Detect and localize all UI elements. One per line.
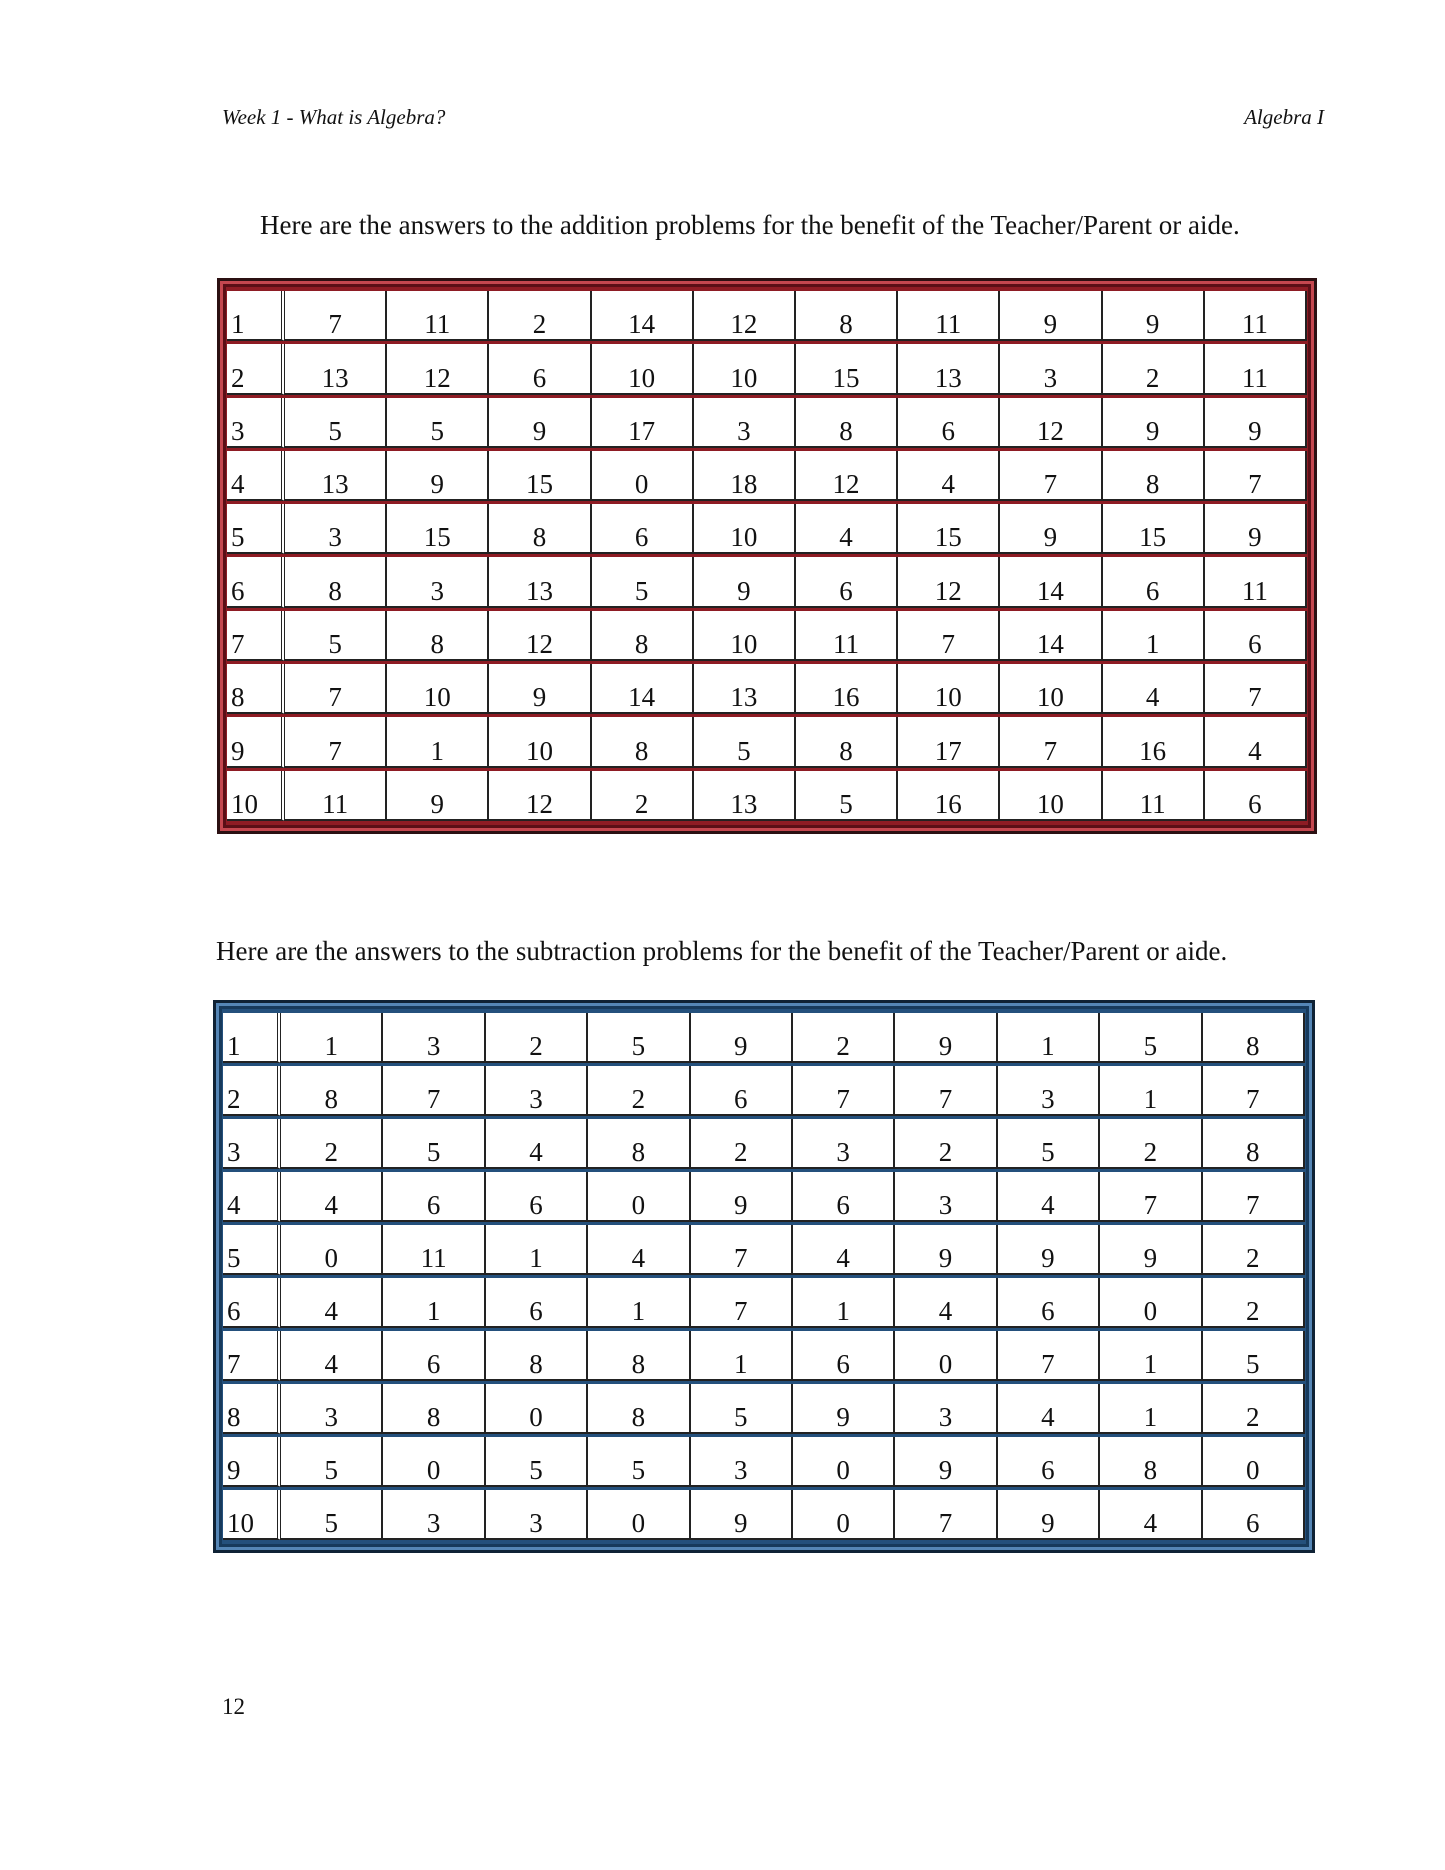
answer-cell: 7 (998, 1331, 1100, 1381)
answer-cell: 9 (1000, 291, 1102, 341)
answer-cell: 9 (387, 451, 489, 501)
answer-cell: 10 (592, 344, 694, 394)
answer-cell: 4 (898, 451, 1000, 501)
answer-cell: 13 (694, 664, 796, 714)
table-row (223, 1331, 1305, 1381)
answer-cell: 5 (796, 771, 898, 821)
answer-cell: 2 (1203, 1225, 1305, 1275)
answer-cell: 3 (895, 1172, 997, 1222)
row-number: 9 (223, 1437, 281, 1487)
table-row (227, 557, 1307, 607)
answer-cell: 2 (1103, 344, 1205, 394)
answer-cell: 9 (1103, 398, 1205, 448)
answer-cell: 12 (694, 291, 796, 341)
answer-cell: 6 (383, 1172, 485, 1222)
answer-cell: 2 (592, 771, 694, 821)
addition-answer-table (227, 288, 1307, 824)
answer-cell: 4 (793, 1225, 895, 1275)
answer-cell: 9 (895, 1225, 997, 1275)
answer-cell: 5 (998, 1119, 1100, 1169)
row-number: 1 (227, 291, 285, 341)
answer-cell: 1 (793, 1278, 895, 1328)
answer-cell: 4 (796, 504, 898, 554)
answer-cell: 2 (1203, 1384, 1305, 1434)
table-row (227, 504, 1307, 554)
answer-cell: 0 (588, 1490, 690, 1540)
answer-cell: 0 (793, 1490, 895, 1540)
answer-cell: 5 (486, 1437, 588, 1487)
answer-cell: 1 (998, 1013, 1100, 1063)
table-row (223, 1066, 1305, 1116)
answer-cell: 6 (691, 1066, 793, 1116)
table-row (223, 1013, 1305, 1063)
row-number: 6 (227, 557, 285, 607)
answer-cell: 13 (694, 771, 796, 821)
answer-cell: 12 (387, 344, 489, 394)
answer-cell: 2 (281, 1119, 383, 1169)
answer-cell: 0 (383, 1437, 485, 1487)
answer-cell: 3 (387, 557, 489, 607)
answer-cell: 0 (793, 1437, 895, 1487)
answer-cell: 11 (1205, 557, 1307, 607)
answer-cell: 4 (281, 1172, 383, 1222)
answer-cell: 9 (694, 557, 796, 607)
answer-cell: 10 (1000, 771, 1102, 821)
answer-cell: 7 (1000, 717, 1102, 767)
answer-cell: 5 (588, 1437, 690, 1487)
answer-cell: 8 (281, 1066, 383, 1116)
row-number: 8 (223, 1384, 281, 1434)
answer-cell: 5 (588, 1013, 690, 1063)
answer-cell: 11 (898, 291, 1000, 341)
page-number: 12 (222, 1694, 245, 1719)
answer-cell: 0 (1203, 1437, 1305, 1487)
answer-cell: 1 (387, 717, 489, 767)
answer-cell: 8 (588, 1384, 690, 1434)
subtraction-intro: Here are the answers to the subtraction problems for the benefit of the Teacher/Parent or aide. (216, 936, 1228, 966)
answer-cell: 9 (998, 1490, 1100, 1540)
answer-cell: 13 (898, 344, 1000, 394)
answer-cell: 3 (383, 1490, 485, 1540)
answer-cell: 9 (489, 398, 591, 448)
table-row (227, 398, 1307, 448)
table-row (227, 664, 1307, 714)
table-row (223, 1225, 1305, 1275)
answer-cell: 2 (691, 1119, 793, 1169)
answer-cell: 9 (793, 1384, 895, 1434)
answer-cell: 7 (691, 1278, 793, 1328)
answer-cell: 17 (592, 398, 694, 448)
answer-cell: 9 (387, 771, 489, 821)
answer-cell: 6 (998, 1278, 1100, 1328)
answer-cell: 8 (592, 611, 694, 661)
answer-cell: 12 (898, 557, 1000, 607)
answer-cell: 12 (1000, 398, 1102, 448)
answer-cell: 7 (1203, 1172, 1305, 1222)
table-row (223, 1119, 1305, 1169)
row-number: 4 (227, 451, 285, 501)
answer-cell: 8 (796, 398, 898, 448)
row-number: 3 (227, 398, 285, 448)
subtraction-answer-table (223, 1010, 1305, 1543)
subtraction-answer-frame (213, 1000, 1315, 1553)
answer-cell: 18 (694, 451, 796, 501)
table-row (223, 1437, 1305, 1487)
answer-cell: 7 (1203, 1066, 1305, 1116)
answer-cell: 9 (691, 1490, 793, 1540)
answer-cell: 5 (1203, 1331, 1305, 1381)
row-number: 5 (227, 504, 285, 554)
row-number: 1 (223, 1013, 281, 1063)
answer-cell: 2 (489, 291, 591, 341)
running-header-right: Algebra I (1244, 105, 1324, 129)
answer-cell: 12 (796, 451, 898, 501)
answer-cell: 11 (387, 291, 489, 341)
answer-cell: 7 (895, 1490, 997, 1540)
answer-cell: 1 (486, 1225, 588, 1275)
answer-cell: 8 (592, 717, 694, 767)
answer-cell: 8 (1203, 1119, 1305, 1169)
answer-cell: 16 (898, 771, 1000, 821)
answer-cell: 6 (383, 1331, 485, 1381)
answer-cell: 7 (1205, 664, 1307, 714)
answer-cell: 9 (1205, 504, 1307, 554)
addition-intro: Here are the answers to the addition problems for the benefit of the Teacher/Parent or aide. (260, 210, 1240, 240)
answer-cell: 5 (281, 1490, 383, 1540)
row-number: 2 (227, 344, 285, 394)
answer-cell: 15 (1103, 504, 1205, 554)
answer-cell: 3 (895, 1384, 997, 1434)
answer-cell: 10 (694, 611, 796, 661)
answer-cell: 3 (285, 504, 387, 554)
answer-cell: 4 (281, 1331, 383, 1381)
answer-cell: 10 (898, 664, 1000, 714)
answer-cell: 4 (1103, 664, 1205, 714)
table-row (223, 1384, 1305, 1434)
answer-cell: 4 (486, 1119, 588, 1169)
answer-cell: 1 (1100, 1331, 1202, 1381)
running-header-left: Week 1 - What is Algebra? (222, 105, 446, 129)
answer-cell: 7 (285, 717, 387, 767)
answer-cell: 5 (383, 1119, 485, 1169)
answer-cell: 9 (895, 1013, 997, 1063)
answer-cell: 5 (694, 717, 796, 767)
answer-cell: 4 (588, 1225, 690, 1275)
answer-cell: 8 (588, 1331, 690, 1381)
row-number: 10 (227, 771, 285, 821)
answer-cell: 6 (793, 1331, 895, 1381)
answer-cell: 3 (1000, 344, 1102, 394)
row-number: 9 (227, 717, 285, 767)
answer-cell: 8 (285, 557, 387, 607)
answer-cell: 7 (1100, 1172, 1202, 1222)
table-row (227, 291, 1307, 341)
answer-cell: 8 (387, 611, 489, 661)
answer-cell: 14 (592, 664, 694, 714)
row-number: 4 (223, 1172, 281, 1222)
answer-cell: 3 (793, 1119, 895, 1169)
answer-cell: 12 (489, 771, 591, 821)
answer-cell: 11 (796, 611, 898, 661)
answer-cell: 6 (1205, 771, 1307, 821)
row-number: 2 (223, 1066, 281, 1116)
answer-cell: 16 (796, 664, 898, 714)
answer-cell: 0 (588, 1172, 690, 1222)
answer-cell: 9 (691, 1013, 793, 1063)
answer-cell: 13 (489, 557, 591, 607)
row-number: 5 (223, 1225, 281, 1275)
answer-cell: 9 (1000, 504, 1102, 554)
table-row (223, 1490, 1305, 1540)
answer-cell: 9 (489, 664, 591, 714)
answer-cell: 2 (895, 1119, 997, 1169)
answer-cell: 7 (383, 1066, 485, 1116)
answer-cell: 3 (998, 1066, 1100, 1116)
answer-cell: 8 (486, 1331, 588, 1381)
answer-cell: 6 (1203, 1490, 1305, 1540)
answer-cell: 6 (1205, 611, 1307, 661)
answer-cell: 7 (895, 1066, 997, 1116)
answer-cell: 3 (383, 1013, 485, 1063)
answer-cell: 10 (694, 504, 796, 554)
answer-cell: 5 (281, 1437, 383, 1487)
answer-cell: 0 (895, 1331, 997, 1381)
answer-cell: 11 (1103, 771, 1205, 821)
answer-cell: 8 (588, 1119, 690, 1169)
answer-cell: 14 (1000, 557, 1102, 607)
answer-cell: 8 (1203, 1013, 1305, 1063)
answer-cell: 6 (796, 557, 898, 607)
answer-cell: 10 (694, 344, 796, 394)
answer-cell: 2 (588, 1066, 690, 1116)
answer-cell: 7 (285, 291, 387, 341)
answer-cell: 5 (1100, 1013, 1202, 1063)
answer-cell: 8 (796, 717, 898, 767)
answer-cell: 5 (387, 398, 489, 448)
addition-answer-frame (217, 278, 1317, 834)
answer-cell: 3 (691, 1437, 793, 1487)
row-number: 3 (223, 1119, 281, 1169)
table-row (227, 451, 1307, 501)
answer-cell: 4 (998, 1384, 1100, 1434)
answer-cell: 15 (489, 451, 591, 501)
answer-cell: 10 (489, 717, 591, 767)
answer-cell: 3 (281, 1384, 383, 1434)
answer-cell: 4 (998, 1172, 1100, 1222)
answer-cell: 5 (592, 557, 694, 607)
answer-cell: 6 (898, 398, 1000, 448)
answer-cell: 1 (383, 1278, 485, 1328)
answer-cell: 15 (796, 344, 898, 394)
answer-cell: 2 (793, 1013, 895, 1063)
answer-cell: 8 (1100, 1437, 1202, 1487)
answer-cell: 13 (285, 451, 387, 501)
answer-cell: 10 (387, 664, 489, 714)
answer-cell: 16 (1103, 717, 1205, 767)
answer-cell: 6 (489, 344, 591, 394)
answer-cell: 1 (1103, 611, 1205, 661)
answer-cell: 6 (486, 1172, 588, 1222)
answer-cell: 9 (1100, 1225, 1202, 1275)
answer-cell: 1 (1100, 1384, 1202, 1434)
answer-cell: 6 (793, 1172, 895, 1222)
answer-cell: 3 (486, 1066, 588, 1116)
row-number: 7 (227, 611, 285, 661)
table-row (223, 1278, 1305, 1328)
answer-cell: 1 (691, 1331, 793, 1381)
answer-cell: 5 (285, 398, 387, 448)
answer-cell: 6 (998, 1437, 1100, 1487)
table-row (223, 1172, 1305, 1222)
answer-cell: 5 (285, 611, 387, 661)
answer-cell: 0 (1100, 1278, 1202, 1328)
answer-cell: 8 (796, 291, 898, 341)
answer-cell: 9 (1205, 398, 1307, 448)
answer-cell: 1 (281, 1013, 383, 1063)
answer-cell: 8 (383, 1384, 485, 1434)
answer-cell: 2 (486, 1013, 588, 1063)
answer-cell: 8 (489, 504, 591, 554)
row-number: 6 (223, 1278, 281, 1328)
answer-cell: 14 (1000, 611, 1102, 661)
answer-cell: 3 (486, 1490, 588, 1540)
answer-cell: 14 (592, 291, 694, 341)
row-number: 8 (227, 664, 285, 714)
answer-cell: 10 (1000, 664, 1102, 714)
answer-cell: 2 (1100, 1119, 1202, 1169)
answer-cell: 1 (1100, 1066, 1202, 1116)
answer-cell: 2 (1203, 1278, 1305, 1328)
answer-cell: 9 (998, 1225, 1100, 1275)
answer-cell: 6 (592, 504, 694, 554)
answer-cell: 7 (898, 611, 1000, 661)
row-number: 7 (223, 1331, 281, 1381)
answer-cell: 3 (694, 398, 796, 448)
answer-cell: 0 (486, 1384, 588, 1434)
answer-cell: 1 (588, 1278, 690, 1328)
answer-cell: 15 (898, 504, 1000, 554)
answer-cell: 15 (387, 504, 489, 554)
answer-cell: 9 (1103, 291, 1205, 341)
table-row (227, 717, 1307, 767)
answer-cell: 12 (489, 611, 591, 661)
answer-cell: 11 (285, 771, 387, 821)
table-row (227, 771, 1307, 821)
answer-cell: 9 (895, 1437, 997, 1487)
answer-cell: 7 (1205, 451, 1307, 501)
answer-cell: 6 (1103, 557, 1205, 607)
answer-cell: 9 (691, 1172, 793, 1222)
answer-cell: 4 (1100, 1490, 1202, 1540)
answer-cell: 6 (486, 1278, 588, 1328)
answer-cell: 7 (793, 1066, 895, 1116)
answer-cell: 4 (895, 1278, 997, 1328)
row-number: 10 (223, 1490, 281, 1540)
answer-cell: 7 (1000, 451, 1102, 501)
answer-cell: 13 (285, 344, 387, 394)
table-row (227, 344, 1307, 394)
answer-cell: 7 (285, 664, 387, 714)
table-row (227, 611, 1307, 661)
answer-cell: 0 (281, 1225, 383, 1275)
answer-cell: 4 (1205, 717, 1307, 767)
answer-cell: 11 (1205, 291, 1307, 341)
answer-cell: 8 (1103, 451, 1205, 501)
answer-cell: 17 (898, 717, 1000, 767)
answer-cell: 0 (592, 451, 694, 501)
answer-cell: 4 (281, 1278, 383, 1328)
answer-cell: 11 (383, 1225, 485, 1275)
answer-cell: 7 (691, 1225, 793, 1275)
answer-cell: 5 (691, 1384, 793, 1434)
answer-cell: 11 (1205, 344, 1307, 394)
